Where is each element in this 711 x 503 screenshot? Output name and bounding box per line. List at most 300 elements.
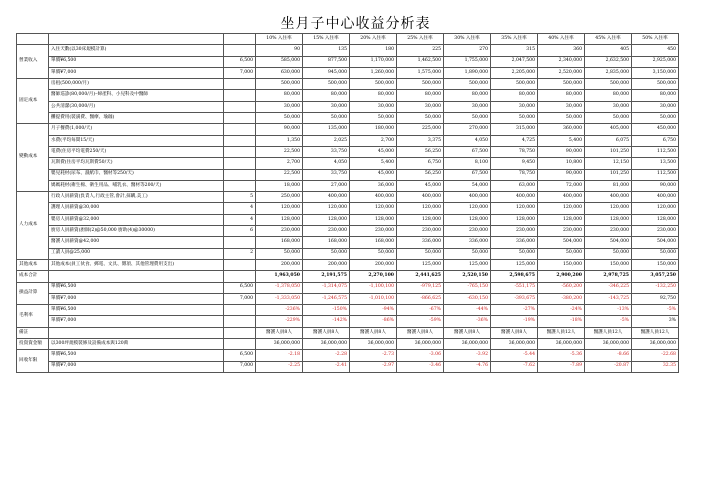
table-row xyxy=(17,113,679,124)
table-row xyxy=(17,180,679,191)
row-label: 單價¥7,000 xyxy=(49,293,224,304)
value-cell: 50,000 xyxy=(303,113,350,124)
value-cell: -346,225 xyxy=(585,282,632,293)
value-cell: 336,000 xyxy=(397,237,444,248)
value-cell: 81,000 xyxy=(585,180,632,191)
value-cell: -393,675 xyxy=(491,293,538,304)
value-cell: -2.25 xyxy=(256,361,303,372)
value-cell: 醫護人員8人 xyxy=(303,327,350,338)
value-cell: 120,000 xyxy=(303,203,350,214)
row-label: 護理人員薪資@30,000 xyxy=(49,203,224,214)
table-row xyxy=(17,226,679,237)
value-cell: -979,125 xyxy=(397,282,444,293)
value-cell: -5% xyxy=(632,305,679,316)
table-row xyxy=(17,192,679,203)
column-header: 30% 入住率 xyxy=(444,34,491,45)
row-unit: 6 xyxy=(224,226,256,237)
value-cell: 50,000 xyxy=(444,113,491,124)
value-cell: 230,000 xyxy=(350,226,397,237)
value-cell: 80,000 xyxy=(538,90,585,101)
value-cell: 405 xyxy=(585,45,632,56)
value-cell: -2.18 xyxy=(256,350,303,361)
row-unit: 7,000 xyxy=(224,67,256,78)
value-cell: 405,000 xyxy=(585,124,632,135)
value-cell: -4.76 xyxy=(444,361,491,372)
value-cell: 45,000 xyxy=(397,180,444,191)
row-unit xyxy=(224,237,256,248)
value-cell: 500,000 xyxy=(538,79,585,90)
value-cell: 315,000 xyxy=(491,124,538,135)
table-row xyxy=(17,282,679,293)
row-category: 備註 xyxy=(17,327,49,338)
value-cell: 315 xyxy=(491,45,538,56)
value-cell: 360 xyxy=(538,45,585,56)
row-unit xyxy=(224,113,256,124)
column-header: 25% 入住率 xyxy=(397,34,444,45)
value-cell: 3,375 xyxy=(397,135,444,146)
row-unit xyxy=(224,101,256,112)
value-cell: 877,500 xyxy=(303,56,350,67)
value-cell: 36,000,000 xyxy=(397,339,444,350)
value-cell: 168,000 xyxy=(256,237,303,248)
value-cell: 1,170,000 xyxy=(350,56,397,67)
table-row xyxy=(17,339,679,350)
value-cell: 120,000 xyxy=(632,203,679,214)
table-row xyxy=(17,350,679,361)
value-cell: 2,025 xyxy=(303,135,350,146)
row-unit xyxy=(224,90,256,101)
value-cell: 80,000 xyxy=(491,90,538,101)
row-label: 工讀人員@25,000 xyxy=(49,248,224,259)
value-cell: 400,000 xyxy=(397,192,444,203)
value-cell: 50,000 xyxy=(491,248,538,259)
value-cell: 54,000 xyxy=(444,180,491,191)
value-cell: 30,000 xyxy=(350,101,397,112)
value-cell: -1,378,050 xyxy=(256,282,303,293)
value-cell: 醫護人員8人 xyxy=(444,327,491,338)
value-cell: 504,000 xyxy=(632,237,679,248)
table-row xyxy=(17,203,679,214)
column-header xyxy=(49,34,224,45)
value-cell: 50,000 xyxy=(256,248,303,259)
row-unit xyxy=(224,180,256,191)
value-cell: 50,000 xyxy=(538,248,585,259)
value-cell: -2.97 xyxy=(350,361,397,372)
value-cell: 6,075 xyxy=(585,135,632,146)
table-row xyxy=(17,67,679,78)
value-cell: 50,000 xyxy=(350,248,397,259)
value-cell: 2,441,625 xyxy=(397,271,444,282)
table-row xyxy=(17,293,679,304)
value-cell: 50,000 xyxy=(303,248,350,259)
value-cell: 36,000,000 xyxy=(632,339,679,350)
value-cell: 90,000 xyxy=(632,180,679,191)
column-header: 20% 入住率 xyxy=(350,34,397,45)
value-cell: 120,000 xyxy=(256,203,303,214)
value-cell: 400,000 xyxy=(538,192,585,203)
value-cell: 醫護人員12人 xyxy=(632,327,679,338)
table-row xyxy=(17,169,679,180)
table-row xyxy=(17,248,679,259)
value-cell: 80,000 xyxy=(303,90,350,101)
value-cell: 50,000 xyxy=(585,113,632,124)
value-cell: -24% xyxy=(538,305,585,316)
value-cell: 128,000 xyxy=(585,214,632,225)
value-cell: 120,000 xyxy=(538,203,585,214)
value-cell: 135,000 xyxy=(303,124,350,135)
row-category: 投資資金額 xyxy=(17,339,49,350)
value-cell: 50,000 xyxy=(350,113,397,124)
value-cell: -1,246,575 xyxy=(303,293,350,304)
value-cell: -142% xyxy=(303,316,350,327)
value-cell: -143,725 xyxy=(585,293,632,304)
value-cell: 400,000 xyxy=(585,192,632,203)
header-row xyxy=(17,34,679,45)
value-cell: 醫護人員8人 xyxy=(397,327,444,338)
value-cell: 168,000 xyxy=(350,237,397,248)
value-cell: -94% xyxy=(350,305,397,316)
value-cell: 230,000 xyxy=(632,226,679,237)
value-cell: 230,000 xyxy=(303,226,350,237)
value-cell: 50,000 xyxy=(491,113,538,124)
row-unit xyxy=(224,158,256,169)
value-cell: 90,000 xyxy=(538,169,585,180)
value-cell: 450 xyxy=(632,45,679,56)
row-label xyxy=(49,271,224,282)
value-cell: 500,000 xyxy=(256,79,303,90)
value-cell: 92,750 xyxy=(632,293,679,304)
value-cell: -36% xyxy=(444,316,491,327)
value-cell: 1,462,500 xyxy=(397,56,444,67)
value-cell: 50,000 xyxy=(256,113,303,124)
row-category: 變動成本 xyxy=(17,124,49,192)
value-cell: 400,000 xyxy=(632,192,679,203)
value-cell: -2.41 xyxy=(303,361,350,372)
value-cell: 30,000 xyxy=(538,101,585,112)
value-cell: 450,000 xyxy=(632,124,679,135)
value-cell: -7.89 xyxy=(538,361,585,372)
value-cell: 225,000 xyxy=(397,124,444,135)
value-cell: 2,978,725 xyxy=(585,271,632,282)
value-cell: 6,750 xyxy=(632,135,679,146)
value-cell: -3.46 xyxy=(397,361,444,372)
value-cell: 2,520,150 xyxy=(444,271,491,282)
value-cell: -380,200 xyxy=(538,293,585,304)
row-unit xyxy=(224,146,256,157)
value-cell: 2,835,000 xyxy=(585,67,632,78)
table-row xyxy=(17,271,679,282)
value-cell: 30,000 xyxy=(491,101,538,112)
value-cell: 128,000 xyxy=(303,214,350,225)
row-unit xyxy=(224,305,256,316)
value-cell: 500,000 xyxy=(444,79,491,90)
value-cell: -1,100,100 xyxy=(350,282,397,293)
row-unit xyxy=(224,327,256,338)
value-cell: -20.87 xyxy=(585,361,632,372)
value-cell: 400,000 xyxy=(303,192,350,203)
value-cell: 150,000 xyxy=(585,259,632,270)
value-cell: 醫護人員8人 xyxy=(491,327,538,338)
value-cell: 112,500 xyxy=(632,146,679,157)
row-unit: 7,000 xyxy=(224,361,256,372)
value-cell: 200,000 xyxy=(303,259,350,270)
value-cell: -3.06 xyxy=(397,350,444,361)
value-cell: 336,000 xyxy=(491,237,538,248)
value-cell: 230,000 xyxy=(538,226,585,237)
value-cell: 67,500 xyxy=(444,169,491,180)
value-cell: -150% xyxy=(303,305,350,316)
value-cell: 270,000 xyxy=(444,124,491,135)
value-cell: 2,925,000 xyxy=(632,56,679,67)
table-row xyxy=(17,361,679,372)
value-cell: 36,000,000 xyxy=(585,339,632,350)
row-label: 電費(住房平均電費250/天) xyxy=(49,146,224,157)
value-cell: 80,000 xyxy=(350,90,397,101)
table-row xyxy=(17,90,679,101)
value-cell: -765,150 xyxy=(444,282,491,293)
value-cell: 36,000,000 xyxy=(350,339,397,350)
row-label: 月子餐費(1,000/天) xyxy=(49,124,224,135)
value-cell: 醫護人員12人 xyxy=(585,327,632,338)
row-label: 單價¥7,000 xyxy=(49,316,224,327)
value-cell: 2,340,000 xyxy=(538,56,585,67)
row-category: 其他成本 xyxy=(17,259,49,270)
row-label: 嬰兒耗材(尿布、濕紙巾、醫材等250/天) xyxy=(49,169,224,180)
value-cell: 500,000 xyxy=(632,79,679,90)
value-cell: 36,000,000 xyxy=(444,339,491,350)
value-cell: 128,000 xyxy=(632,214,679,225)
row-label xyxy=(49,327,224,338)
row-category: 回收年限 xyxy=(17,350,49,373)
value-cell: 80,000 xyxy=(397,90,444,101)
value-cell: 30,000 xyxy=(585,101,632,112)
table-row xyxy=(17,79,679,90)
row-unit: 5 xyxy=(224,192,256,203)
value-cell: 22,500 xyxy=(256,146,303,157)
value-cell: 22,500 xyxy=(256,169,303,180)
column-header: 35% 入住率 xyxy=(491,34,538,45)
value-cell: 500,000 xyxy=(491,79,538,90)
value-cell: 8,100 xyxy=(444,158,491,169)
column-header: 15% 入住率 xyxy=(303,34,350,45)
value-cell: 120,000 xyxy=(585,203,632,214)
row-category: 人力成本 xyxy=(17,192,49,260)
value-cell: 45,000 xyxy=(350,169,397,180)
value-cell: 128,000 xyxy=(491,214,538,225)
value-cell: 50,000 xyxy=(632,248,679,259)
row-unit xyxy=(224,316,256,327)
value-cell: 90,000 xyxy=(256,124,303,135)
value-cell: 80,000 xyxy=(632,90,679,101)
value-cell: 3,057,250 xyxy=(632,271,679,282)
row-label: 以300坪規模裝修及設備成本與120萬 xyxy=(49,339,224,350)
value-cell: 120,000 xyxy=(397,203,444,214)
value-cell: 18,000 xyxy=(256,180,303,191)
value-cell: 128,000 xyxy=(256,214,303,225)
row-label: 行政人員薪資(負責人,行政主管,會計,採購,美工) xyxy=(49,192,224,203)
value-cell: 1,755,000 xyxy=(444,56,491,67)
table-row xyxy=(17,305,679,316)
table-row xyxy=(17,214,679,225)
value-cell: 4,725 xyxy=(491,135,538,146)
value-cell: -22.68 xyxy=(632,350,679,361)
value-cell: 33,750 xyxy=(303,169,350,180)
value-cell: 128,000 xyxy=(538,214,585,225)
row-label: 媽媽耗材(衛生棉、衛生用品、哺乳衣、醫材等200/天) xyxy=(49,180,224,191)
row-label: 單價¥6,500 xyxy=(49,350,224,361)
value-cell: -5% xyxy=(585,316,632,327)
value-cell: 30,000 xyxy=(444,101,491,112)
row-unit xyxy=(224,79,256,90)
row-unit xyxy=(224,271,256,282)
row-label: 醫師巡診(80,000/月)–婦產科、小兒科及中醫師 xyxy=(49,90,224,101)
value-cell: -132,250 xyxy=(632,282,679,293)
value-cell: -86% xyxy=(350,316,397,327)
value-cell: 1,890,000 xyxy=(444,67,491,78)
row-label: 公共清潔(30,000/月) xyxy=(49,101,224,112)
value-cell: 4,050 xyxy=(444,135,491,146)
row-label: 單價¥6,500 xyxy=(49,282,224,293)
row-unit: 2 xyxy=(224,248,256,259)
row-category: 營業收入 xyxy=(17,45,49,79)
value-cell: 200,000 xyxy=(256,259,303,270)
value-cell: 50,000 xyxy=(632,113,679,124)
row-category: 成本合計 xyxy=(17,271,49,282)
value-cell: 150,000 xyxy=(632,259,679,270)
table-row xyxy=(17,327,679,338)
table-row xyxy=(17,101,679,112)
value-cell: 50,000 xyxy=(585,248,632,259)
column-header xyxy=(17,34,49,45)
value-cell: 45,000 xyxy=(350,146,397,157)
value-cell: 36,000,000 xyxy=(256,339,303,350)
row-label: 嬰房人員薪資@32,000 xyxy=(49,214,224,225)
value-cell: 125,000 xyxy=(491,259,538,270)
value-cell: 80,000 xyxy=(585,90,632,101)
table-row xyxy=(17,158,679,169)
value-cell: 125,000 xyxy=(397,259,444,270)
value-cell: 2,700 xyxy=(256,158,303,169)
value-cell: 500,000 xyxy=(397,79,444,90)
value-cell: 4,050 xyxy=(303,158,350,169)
value-cell: 504,000 xyxy=(585,237,632,248)
value-cell: 醫護人員8人 xyxy=(256,327,303,338)
value-cell: 27,000 xyxy=(303,180,350,191)
value-cell: 112,500 xyxy=(632,169,679,180)
value-cell: 101,250 xyxy=(585,169,632,180)
value-cell: 67,500 xyxy=(444,146,491,157)
value-cell: 2,900,200 xyxy=(538,271,585,282)
value-cell: 90 xyxy=(256,45,303,56)
value-cell: 150,000 xyxy=(538,259,585,270)
value-cell: 63,000 xyxy=(491,180,538,191)
value-cell: 180 xyxy=(350,45,397,56)
value-cell: 50,000 xyxy=(538,113,585,124)
value-cell: 585,000 xyxy=(256,56,303,67)
value-cell: -2.73 xyxy=(350,350,397,361)
value-cell: 1,260,000 xyxy=(350,67,397,78)
row-label: 瓦斯費(住房平均瓦斯費50/天) xyxy=(49,158,224,169)
value-cell: -229% xyxy=(256,316,303,327)
value-cell: 32.35 xyxy=(632,361,679,372)
row-label: 房租(500,000/月) xyxy=(49,79,224,90)
value-cell: 101,250 xyxy=(585,146,632,157)
value-cell: 50,000 xyxy=(444,248,491,259)
value-cell: 230,000 xyxy=(585,226,632,237)
value-cell: 2,047,500 xyxy=(491,56,538,67)
value-cell: -67% xyxy=(397,305,444,316)
table-row xyxy=(17,316,679,327)
value-cell: -551,175 xyxy=(491,282,538,293)
value-cell: 135 xyxy=(303,45,350,56)
value-cell: 78,750 xyxy=(491,169,538,180)
value-cell: 945,000 xyxy=(303,67,350,78)
value-cell: -866,625 xyxy=(397,293,444,304)
value-cell: 125,000 xyxy=(444,259,491,270)
value-cell: 12,150 xyxy=(585,158,632,169)
value-cell: 2,598,675 xyxy=(491,271,538,282)
value-cell: 30,000 xyxy=(256,101,303,112)
value-cell: -19% xyxy=(491,316,538,327)
value-cell: 9,450 xyxy=(491,158,538,169)
value-cell: 醫護人員8人 xyxy=(350,327,397,338)
row-unit xyxy=(224,45,256,56)
value-cell: 30,000 xyxy=(303,101,350,112)
row-label: 單價¥6,500 xyxy=(49,56,224,67)
row-unit: 4 xyxy=(224,203,256,214)
value-cell: 2,700 xyxy=(350,135,397,146)
value-cell: 2,520,000 xyxy=(538,67,585,78)
value-cell: 230,000 xyxy=(444,226,491,237)
value-cell: 1,963,050 xyxy=(256,271,303,282)
value-cell: -2.28 xyxy=(303,350,350,361)
value-cell: 80,000 xyxy=(444,90,491,101)
value-cell: 270 xyxy=(444,45,491,56)
column-header: 45% 入住率 xyxy=(585,34,632,45)
value-cell: -18% xyxy=(538,316,585,327)
row-unit xyxy=(224,259,256,270)
row-unit: 6,500 xyxy=(224,350,256,361)
value-cell: 80,000 xyxy=(256,90,303,101)
value-cell: 1,575,000 xyxy=(397,67,444,78)
value-cell: 500,000 xyxy=(303,79,350,90)
table-row xyxy=(17,135,679,146)
value-cell: -236% xyxy=(256,305,303,316)
value-cell: -1,010,100 xyxy=(350,293,397,304)
row-unit xyxy=(224,339,256,350)
value-cell: 128,000 xyxy=(444,214,491,225)
value-cell: -1,314,075 xyxy=(303,282,350,293)
column-header: 50% 入住率 xyxy=(632,34,679,45)
row-label: 單價¥7,000 xyxy=(49,67,224,78)
value-cell: 30,000 xyxy=(632,101,679,112)
value-cell: 13,500 xyxy=(632,158,679,169)
value-cell: -5.36 xyxy=(538,350,585,361)
value-cell: 5,400 xyxy=(538,135,585,146)
value-cell: 128,000 xyxy=(397,214,444,225)
value-cell: 5,400 xyxy=(350,158,397,169)
row-label: 其他成本(員工伙食、郵電、文具、雜項、其他管理費用支出) xyxy=(49,259,224,270)
value-cell: 10,800 xyxy=(538,158,585,169)
value-cell: 400,000 xyxy=(444,192,491,203)
table-row xyxy=(17,45,679,56)
value-cell: -59% xyxy=(397,316,444,327)
value-cell: -3.92 xyxy=(444,350,491,361)
table-row xyxy=(17,146,679,157)
value-cell: 400,000 xyxy=(491,192,538,203)
value-cell: 3,150,000 xyxy=(632,67,679,78)
row-unit: 6,500 xyxy=(224,282,256,293)
